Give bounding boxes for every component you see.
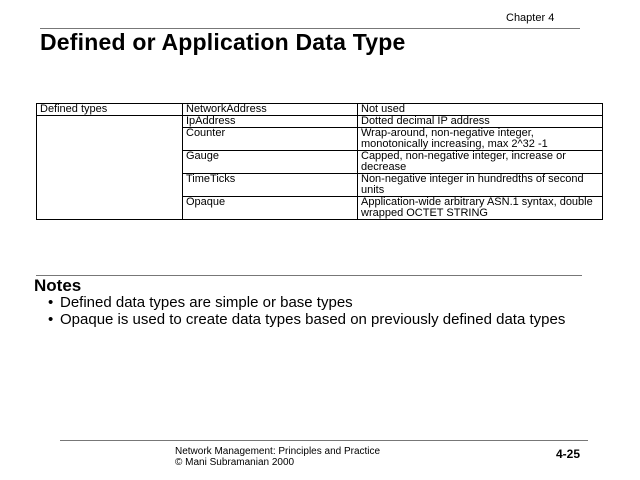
data-types-table	[36, 103, 603, 220]
table-cell-type: TimeTicks	[183, 174, 358, 197]
list-item	[48, 294, 578, 311]
table-cell-empty	[37, 151, 183, 174]
footer-divider	[60, 440, 588, 441]
bullet-icon: •	[48, 294, 54, 311]
table-row	[37, 174, 603, 197]
note-text: Defined data types are simple or base types	[60, 294, 353, 311]
table-cell-description: Application-wide arbitrary ASN.1 syntax, double wrapped OCTET STRING	[358, 197, 603, 220]
table-cell-empty	[37, 116, 183, 128]
table-cell-description: Dotted decimal IP address	[358, 116, 603, 128]
table-cell-description: Non-negative integer in hundredths of second units	[358, 174, 603, 197]
table-cell-type: NetworkAddress	[183, 104, 358, 116]
note-text: Opaque is used to create data types based on previously defined data types	[60, 311, 566, 328]
chapter-label: Chapter 4	[506, 12, 555, 24]
table-row	[37, 197, 603, 220]
table-cell-type: Gauge	[183, 151, 358, 174]
slide-title: Defined or Application Data Type	[40, 29, 406, 55]
table-cell-type: Counter	[183, 128, 358, 151]
table-cell-type: Opaque	[183, 197, 358, 220]
notes-divider	[36, 275, 582, 276]
table-cell-empty	[37, 174, 183, 197]
footer-book-title: Network Management: Principles and Practice	[175, 446, 381, 457]
footer-copyright: © Mani Subramanian 2000	[175, 457, 295, 468]
table-cell-description: Not used	[358, 104, 603, 116]
table-cell-description: Capped, non-negative integer, increase or decrease	[358, 151, 603, 174]
list-item	[48, 311, 578, 328]
table-cell-category: Defined types	[37, 104, 183, 116]
table-cell-description: Wrap-around, non-negative integer, monotonically increasing, max 2^32 -1	[358, 128, 603, 151]
footer-credits	[175, 446, 380, 468]
table-row	[37, 128, 603, 151]
page-number: 4-25	[556, 447, 581, 461]
table-row	[37, 104, 603, 116]
table-cell-empty	[37, 197, 183, 220]
table-cell-empty	[37, 128, 183, 151]
notes-heading: Notes	[34, 276, 82, 295]
notes-list	[48, 294, 578, 328]
table-row	[37, 116, 603, 128]
table-row	[37, 151, 603, 174]
table-cell-type: IpAddress	[183, 116, 358, 128]
bullet-icon: •	[48, 311, 54, 328]
